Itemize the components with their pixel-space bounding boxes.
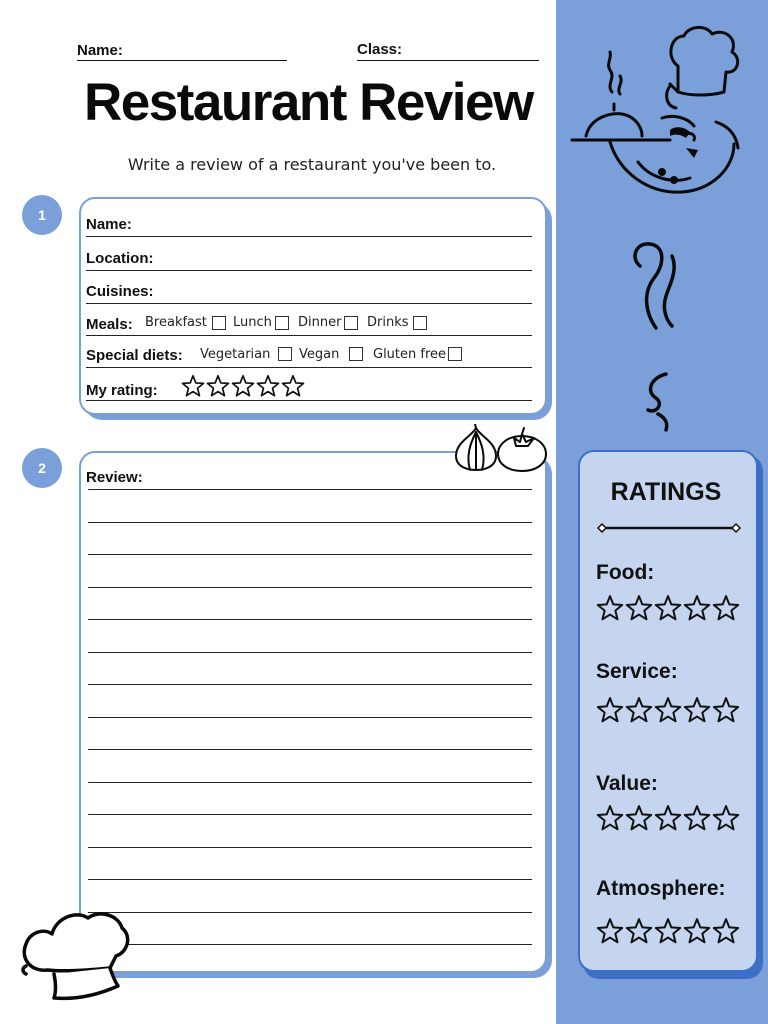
star-outline-icon[interactable] — [654, 696, 682, 724]
star-outline-icon[interactable] — [712, 804, 740, 832]
review-line[interactable] — [88, 489, 532, 490]
star-outline-icon[interactable] — [712, 594, 740, 622]
meal-option-breakfast: Breakfast — [145, 315, 207, 330]
steam-swirl-small-icon — [636, 370, 678, 432]
review-line[interactable] — [88, 912, 532, 913]
rating-value-stars[interactable] — [596, 804, 741, 832]
chef-waiter-illustration — [566, 22, 752, 204]
rating-service-stars[interactable] — [596, 696, 741, 724]
section-1-number: 1 — [22, 195, 62, 235]
chef-hat-icon — [18, 908, 134, 1004]
location-line[interactable] — [86, 270, 532, 271]
review-line[interactable] — [88, 749, 532, 750]
special-diets-label: Special diets: — [86, 347, 183, 364]
rating-value-label: Value: — [596, 772, 658, 795]
star-outline-icon[interactable] — [256, 374, 280, 398]
diet-option-gluten-free: Gluten free — [373, 347, 447, 362]
review-line[interactable] — [88, 814, 532, 815]
rating-food-stars[interactable] — [596, 594, 741, 622]
meal-option-lunch: Lunch — [233, 315, 272, 330]
star-outline-icon[interactable] — [281, 374, 305, 398]
star-outline-icon[interactable] — [712, 696, 740, 724]
rating-atmosphere-label: Atmosphere: — [596, 877, 726, 900]
diets-line — [86, 367, 532, 368]
star-outline-icon[interactable] — [683, 594, 711, 622]
section-2-card — [79, 451, 547, 973]
review-line[interactable] — [88, 619, 532, 620]
star-outline-icon[interactable] — [596, 917, 624, 945]
meals-line — [86, 335, 532, 336]
star-outline-icon[interactable] — [596, 804, 624, 832]
cuisines-label: Cuisines: — [86, 283, 154, 300]
steam-swirl-icon — [626, 236, 684, 332]
review-line[interactable] — [88, 717, 532, 718]
star-outline-icon[interactable] — [625, 804, 653, 832]
review-line[interactable] — [88, 522, 532, 523]
restaurant-name-label: Name: — [86, 216, 132, 233]
star-outline-icon[interactable] — [181, 374, 205, 398]
dinner-checkbox[interactable] — [344, 316, 358, 330]
review-line[interactable] — [88, 554, 532, 555]
meal-option-drinks: Drinks — [367, 315, 409, 330]
student-name-line[interactable] — [77, 60, 287, 61]
my-rating-stars[interactable] — [181, 374, 306, 398]
rating-atmosphere-stars[interactable] — [596, 917, 741, 945]
star-outline-icon[interactable] — [683, 696, 711, 724]
my-rating-label: My rating: — [86, 382, 158, 399]
review-line[interactable] — [88, 944, 532, 945]
ratings-title: RATINGS — [610, 478, 722, 506]
star-outline-icon[interactable] — [654, 594, 682, 622]
meals-label: Meals: — [86, 316, 133, 333]
tomato-icon — [498, 428, 546, 471]
vegetarian-checkbox[interactable] — [278, 347, 292, 361]
breakfast-checkbox[interactable] — [212, 316, 226, 330]
star-outline-icon[interactable] — [654, 804, 682, 832]
gluten-free-checkbox[interactable] — [448, 347, 462, 361]
ratings-divider — [596, 520, 742, 536]
star-outline-icon[interactable] — [654, 917, 682, 945]
review-line[interactable] — [88, 782, 532, 783]
restaurant-name-line[interactable] — [86, 236, 532, 237]
rating-food-label: Food: — [596, 561, 655, 584]
star-outline-icon[interactable] — [625, 696, 653, 724]
review-line[interactable] — [88, 684, 532, 685]
star-outline-icon[interactable] — [596, 696, 624, 724]
meal-option-dinner: Dinner — [298, 315, 342, 330]
star-outline-icon[interactable] — [625, 917, 653, 945]
onion-icon — [456, 424, 496, 470]
page-title: Restaurant Review — [84, 73, 533, 132]
review-line[interactable] — [88, 879, 532, 880]
student-name-label: Name: — [77, 42, 123, 59]
star-outline-icon[interactable] — [625, 594, 653, 622]
onion-tomato-decoration — [452, 424, 548, 474]
star-outline-icon[interactable] — [683, 804, 711, 832]
review-line[interactable] — [88, 847, 532, 848]
location-label: Location: — [86, 250, 154, 267]
star-outline-icon[interactable] — [596, 594, 624, 622]
class-line[interactable] — [357, 60, 539, 61]
review-line[interactable] — [88, 652, 532, 653]
page-subtitle: Write a review of a restaurant you've been to. — [127, 155, 497, 174]
diet-option-vegetarian: Vegetarian — [200, 347, 271, 362]
my-rating-line — [86, 400, 532, 401]
section-2-number: 2 — [22, 448, 62, 488]
star-outline-icon[interactable] — [683, 917, 711, 945]
star-outline-icon[interactable] — [231, 374, 255, 398]
review-line[interactable] — [88, 587, 532, 588]
cuisines-line[interactable] — [86, 303, 532, 304]
lunch-checkbox[interactable] — [275, 316, 289, 330]
rating-service-label: Service: — [596, 660, 678, 683]
class-label: Class: — [357, 41, 403, 58]
star-outline-icon[interactable] — [206, 374, 230, 398]
review-label: Review: — [86, 469, 143, 486]
vegan-checkbox[interactable] — [349, 347, 363, 361]
drinks-checkbox[interactable] — [413, 316, 427, 330]
diet-option-vegan: Vegan — [299, 347, 340, 362]
star-outline-icon[interactable] — [712, 917, 740, 945]
